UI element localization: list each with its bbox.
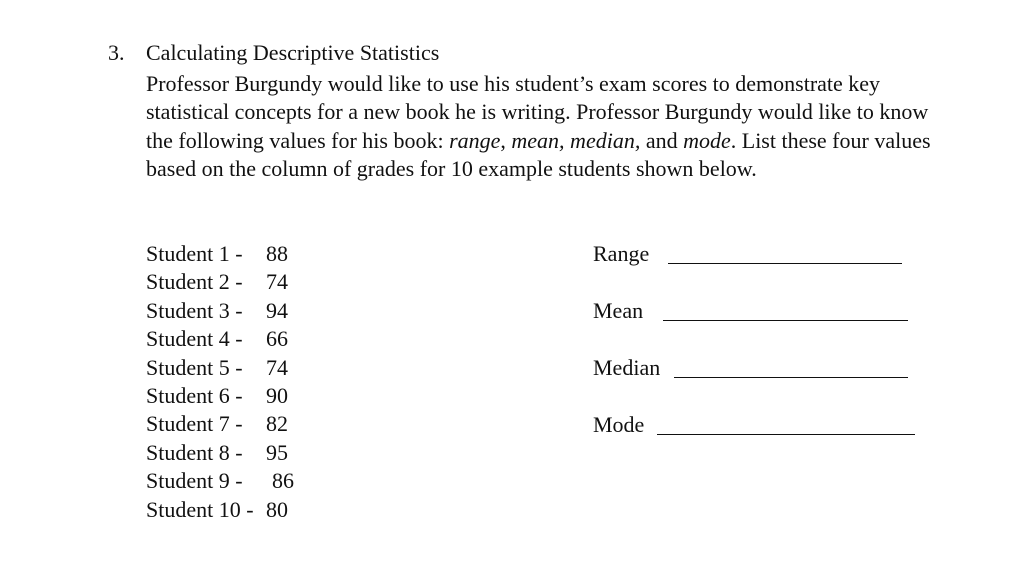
question-title: Calculating Descriptive Statistics [146, 40, 440, 65]
student-score: 66 [266, 326, 288, 352]
student-label: Student 5 - [146, 354, 243, 380]
mean-answer-row [593, 297, 643, 325]
term-range: range [449, 127, 501, 153]
student-label: Student 6 - [146, 382, 243, 408]
instructions-text-2: and [640, 127, 684, 153]
student-label: Student 7 - [146, 411, 243, 437]
mode-label: Mode [593, 412, 645, 437]
mode-answer-row [593, 411, 644, 439]
term-mean-median: mean, median, [511, 127, 641, 153]
mode-answer-blank[interactable] [657, 434, 915, 435]
question-number: 3. [108, 40, 125, 65]
student-label: Student 3 - [146, 297, 243, 323]
median-answer-blank[interactable] [674, 377, 908, 378]
student-label: Student 8 - [146, 439, 243, 465]
instructions-separator: , [500, 127, 512, 153]
student-label: Student 2 - [146, 269, 243, 295]
instructions-text-3: . List these four values based on the column of grades for 10 example students shown below. [146, 127, 931, 182]
student-score: 94 [266, 297, 288, 323]
mean-answer-blank[interactable] [663, 320, 908, 321]
range-answer-blank[interactable] [668, 263, 902, 264]
student-score: 74 [266, 354, 288, 380]
median-answer-row [593, 354, 660, 382]
student-label: Student 1 - [146, 241, 243, 266]
instructions-text-1: Professor Burgundy would like to use his student’s exam scores to demonstrate key statistical concepts for a new book he is writing. Professor Burgundy would like to know the following values for his book: [146, 71, 929, 153]
term-mode: mode [683, 127, 731, 153]
range-label: Range [593, 241, 650, 266]
student-label: Student 4 - [146, 326, 243, 352]
question-instructions [146, 70, 946, 184]
student-score: 88 [266, 241, 288, 266]
student-label: Student 10 - [146, 496, 254, 522]
mean-label: Mean [593, 298, 644, 323]
student-label: Student 9 - [146, 468, 243, 494]
student-score: 86 [272, 468, 294, 494]
student-score: 82 [266, 411, 288, 437]
student-score: 80 [266, 496, 288, 522]
student-score: 74 [266, 269, 288, 295]
median-label: Median [593, 355, 661, 380]
student-score: 90 [266, 382, 288, 408]
student-score: 95 [266, 439, 288, 465]
range-answer-row [593, 240, 649, 268]
